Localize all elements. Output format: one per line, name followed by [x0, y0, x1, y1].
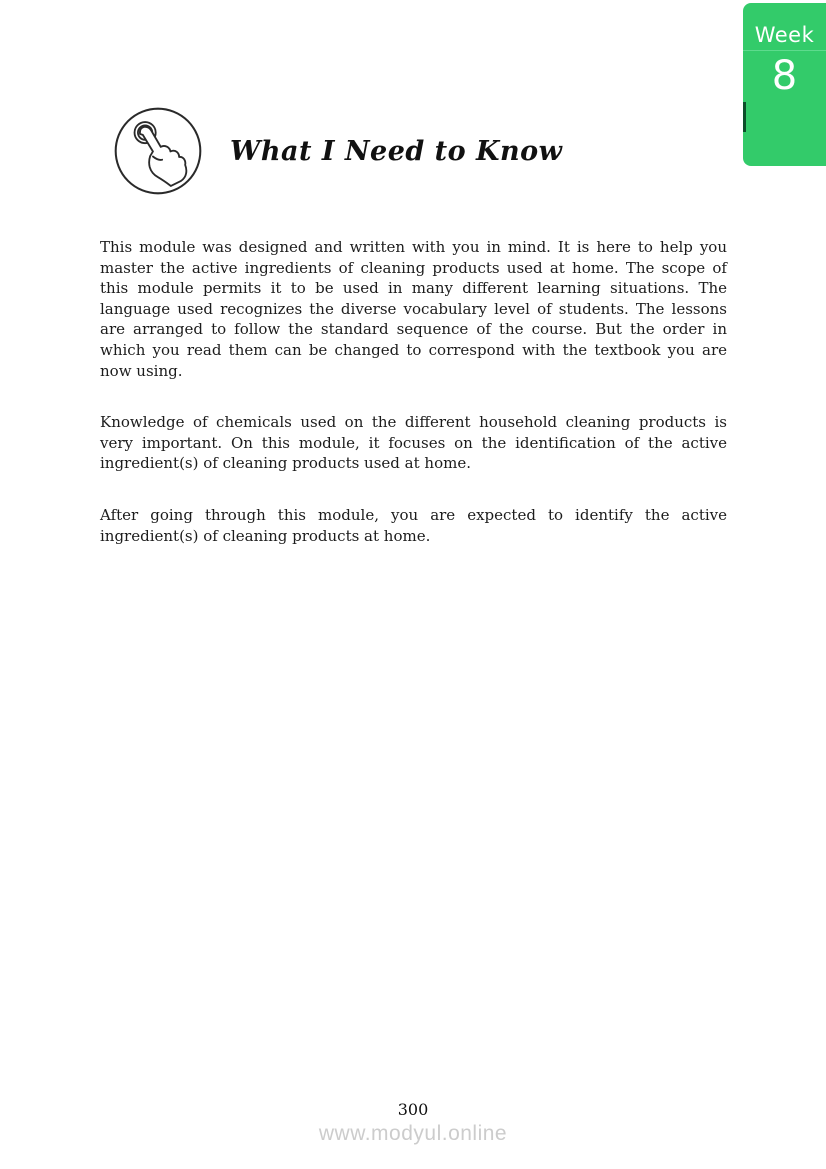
badge-tick-mark — [743, 102, 746, 132]
week-badge-label: Week — [743, 3, 826, 51]
paragraph-knowledge: Knowledge of chemicals used on the different household cleaning products is very important. On this module, it focuses on the identification of the active ingredient(s) of cleaning products used at home. — [100, 413, 727, 473]
section-header — [112, 105, 562, 197]
tap-hand-icon — [112, 105, 204, 197]
watermark-url: www.modyul.online — [318, 1122, 508, 1145]
paragraph-intro: This module was designed and written with you in mind. It is here to help you master the active ingredients of cleaning products used at home. The scope of this module permits it to be used in many different learning situations. The language used recognizes the diverse vocabulary level of students. The lessons are arranged to follow the standard sequence of the course. But the order in which you read them can be changed to correspond with the textbook you are now using. — [100, 238, 727, 380]
week-badge-number: 8 — [771, 53, 798, 99]
page-number: 300 — [397, 1100, 429, 1119]
paragraph-objective: After going through this module, you are expected to identify the active ingredient(s) of cleaning products at home. — [100, 505, 727, 545]
page-title: What I Need to Know — [230, 135, 563, 167]
week-badge — [743, 3, 826, 166]
body-text — [100, 237, 727, 577]
